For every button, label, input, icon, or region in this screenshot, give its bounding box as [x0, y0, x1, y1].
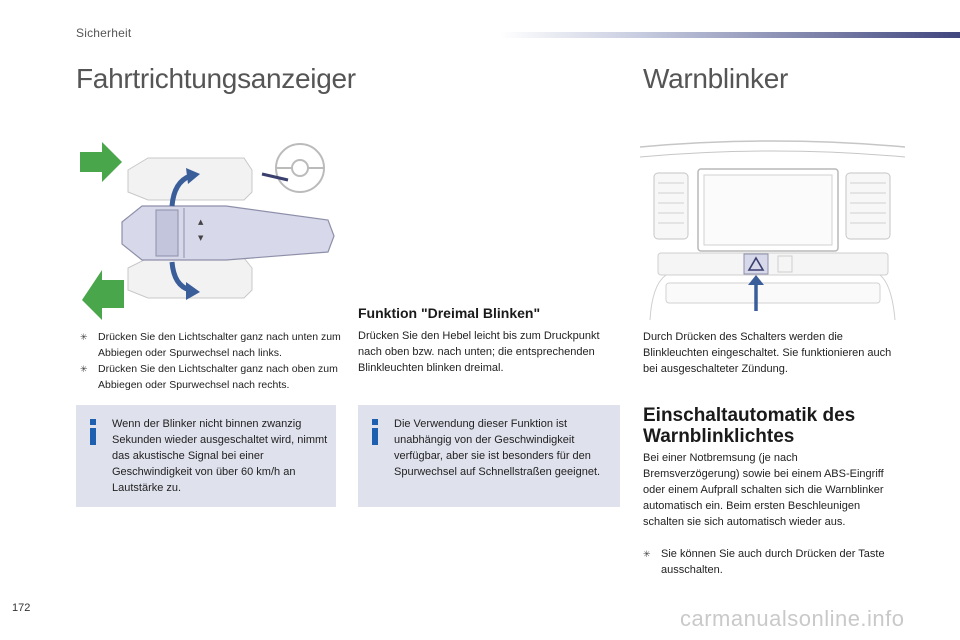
header-bar	[500, 32, 960, 38]
bullet-text: Drücken Sie den Lichtschalter ganz nach oben zum Abbiegen oder Spurwechsel nach rechts.	[98, 363, 338, 391]
list-item	[80, 329, 342, 361]
bullet-text: Drücken Sie den Lichtschalter ganz nach unten zum Abbiegen oder Spurwechsel nach links.	[98, 331, 341, 359]
watermark: carmanualsonline.info	[680, 606, 905, 631]
heading-hazard-automatic: Einschaltautomatik des Warnblinklichtes	[643, 405, 856, 447]
triple-blink-text: Drücken Sie den Hebel leicht bis zum Druckpunkt nach oben bzw. nach unten; die entsprechenden Blinkleuchten blinken dreimal.	[358, 330, 600, 374]
turn-signal-instructions	[80, 329, 342, 393]
heading-triple-blink: Funktion "Dreimal Blinken"	[358, 305, 541, 321]
info-icon	[370, 419, 380, 445]
page-number: 172	[12, 602, 31, 614]
bullet-marker-icon: ✳	[80, 364, 88, 374]
arrow-left-icon	[82, 270, 124, 320]
info-text: Wenn der Blinker nicht binnen zwanzig Sekunden wieder ausgeschaltet wird, nimmt das akustische Signal bei einer Geschwindigkeit von über 60 km/h an Lautstärke zu.	[112, 418, 328, 494]
bullet-marker-icon: ✳	[643, 549, 651, 559]
steering-wheel-icon	[262, 144, 324, 192]
bullet-marker-icon: ✳	[80, 332, 88, 342]
hazard-automatic-text: Bei einer Notbremsung (je nach Bremsverzögerung) sowie bei einem ABS-Eingriff oder einem Aufprall schalten sich die Warnblinker automatisch ein. Beim ersten Beschleunigen schalten sie sich automatisch wieder aus.	[643, 452, 884, 528]
info-icon	[88, 419, 98, 445]
list-item	[643, 546, 893, 578]
section-label: Sicherheit	[76, 26, 132, 40]
bullet-text: Sie können Sie auch durch Drücken der Taste ausschalten.	[661, 548, 885, 576]
page-title-turn-signals: Fahrtrichtungsanzeiger	[76, 63, 356, 94]
page-title-hazard-lights: Warnblinker	[643, 63, 789, 94]
svg-text:▼: ▼	[198, 234, 204, 242]
info-box-triple-blink	[358, 405, 620, 507]
hazard-switch-off-note	[643, 546, 893, 578]
lighting-stalk-illustration	[76, 140, 346, 322]
svg-text:▲: ▲	[198, 218, 204, 226]
list-item	[80, 361, 342, 393]
dashboard-hazard-switch-illustration	[640, 135, 905, 320]
arrow-right-icon	[80, 142, 122, 182]
info-text: Die Verwendung dieser Funktion ist unabhängig von der Geschwindigkeit verfügbar, aber sie ist besonders für den Spurwechsel auf Schnellstraßen geeignet.	[394, 418, 601, 478]
hazard-description: Durch Drücken des Schalters werden die Blinkleuchten eingeschaltet. Sie funktionieren auch bei ausgeschalteter Zündung.	[643, 331, 892, 375]
info-box-acoustic-signal	[76, 405, 336, 507]
